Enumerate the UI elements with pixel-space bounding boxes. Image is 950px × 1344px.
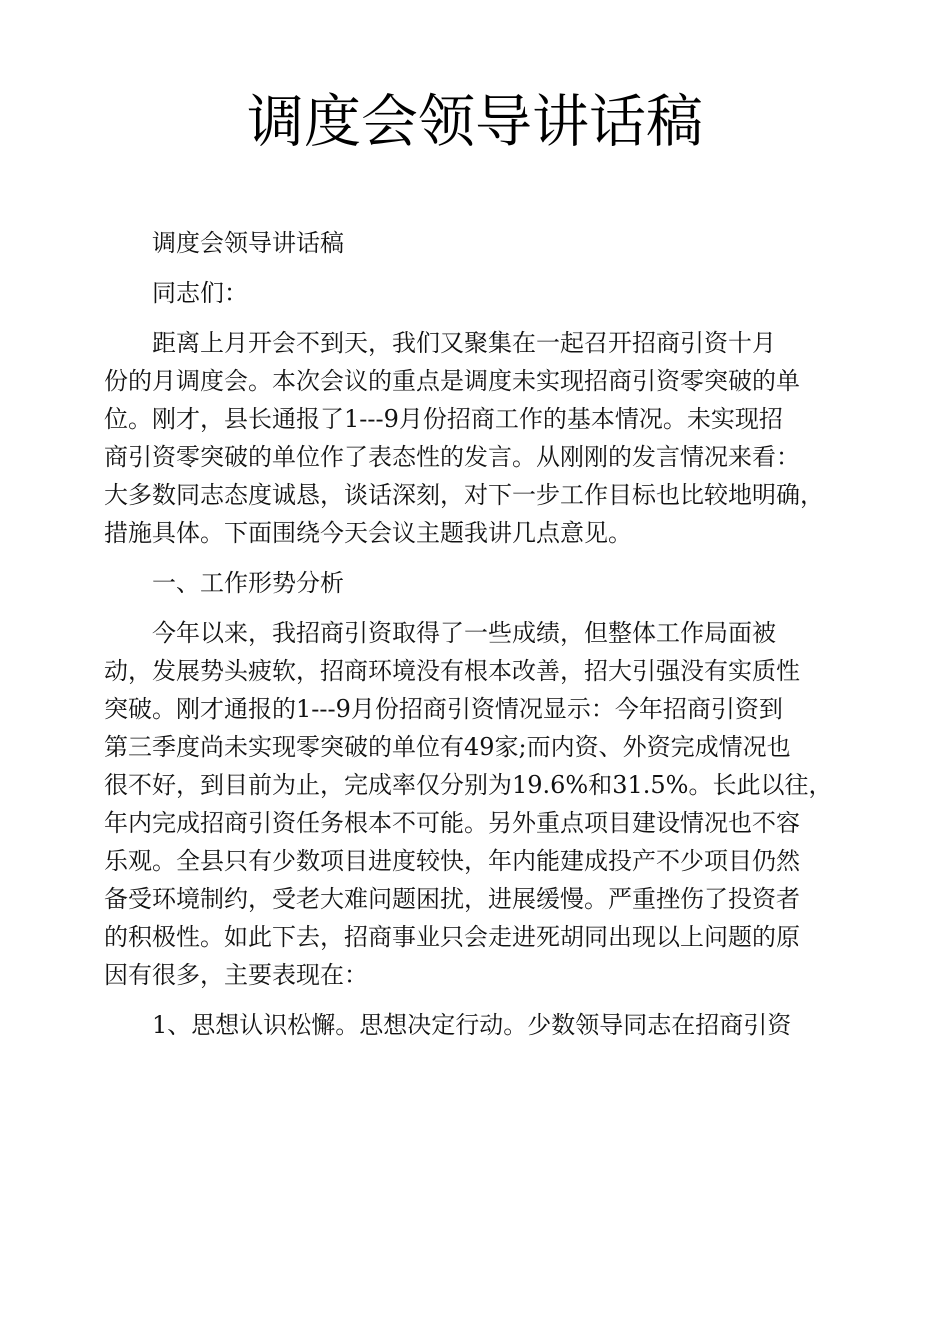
text-line: 今年以来，我招商引资取得了一些成绩，但整体工作局面被: [152, 619, 776, 647]
text-line: 商引资零突破的单位作了表态性的发言。从刚刚的发言情况来看：: [104, 443, 800, 471]
text-line: 1、思想认识松懈。思想决定行动。少数领导同志在招商引资: [152, 1011, 792, 1039]
paragraph-section-heading: [104, 564, 854, 602]
text-line: 位。刚才，县长通报了1---9月份招商工作的基本情况。未实现招: [104, 405, 783, 433]
paragraph-intro: [104, 324, 854, 552]
text-line: 很不好，到目前为止，完成率仅分别为19.6%和31.5%。长此以往，: [104, 771, 833, 799]
text-line: 突破。刚才通报的1---9月份招商引资情况显示：今年招商引资到: [104, 695, 783, 723]
text-line: 动，发展势头疲软，招商环境没有根本改善，招大引强没有实质性: [104, 657, 800, 685]
text-line: 因有很多，主要表现在：: [104, 961, 368, 989]
text-line: 备受环境制约，受老大难问题困扰，进展缓慢。严重挫伤了投资者: [104, 885, 800, 913]
text-line: 的积极性。如此下去，招商事业只会走进死胡同出现以上问题的原: [104, 923, 800, 951]
text-line: 措施具体。下面围绕今天会议主题我讲几点意见。: [104, 519, 632, 547]
text-line: 一、工作形势分析: [152, 569, 344, 597]
document-title: 调度会领导讲话稿: [247, 89, 703, 155]
text-line: 年内完成招商引资任务根本不可能。另外重点项目建设情况也不容: [104, 809, 800, 837]
paragraph-situation: [104, 614, 854, 994]
paragraph-salutation: [104, 274, 854, 312]
text-line: 第三季度尚未实现零突破的单位有49家;而内资、外资完成情况也: [104, 733, 791, 761]
text-line: 距离上月开会不到天，我们又聚集在一起召开招商引资十月: [152, 329, 776, 357]
paragraph-heading: [104, 224, 854, 262]
paragraph-point-1: [104, 1006, 854, 1044]
text-line: 份的月调度会。本次会议的重点是调度未实现招商引资零突破的单: [104, 367, 800, 395]
text-line: 乐观。全县只有少数项目进度较快，年内能建成投产不少项目仍然: [104, 847, 800, 875]
text-line: 调度会领导讲话稿: [152, 229, 344, 257]
text-line: 大多数同志态度诚恳，谈话深刻，对下一步工作目标也比较地明确，: [104, 481, 824, 509]
document-body: [104, 224, 854, 1056]
text-line: 同志们：: [152, 279, 248, 307]
